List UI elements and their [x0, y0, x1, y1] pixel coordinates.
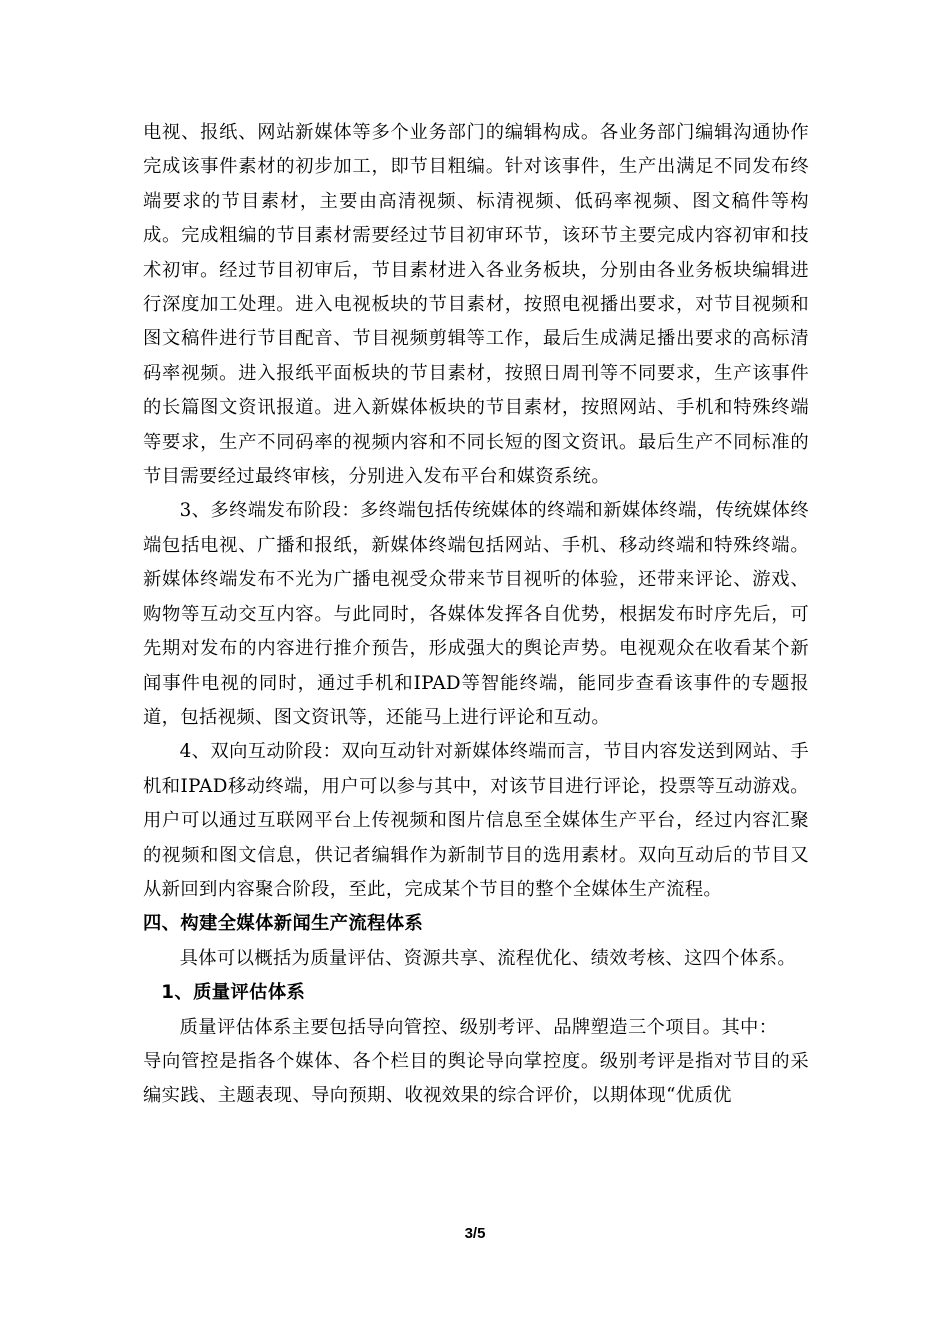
section-intro: 具体可以概括为质量评估、资源共享、流程优化、绩效考核、这四个体系。 [179, 947, 797, 969]
page-number: 3/5 [464, 1225, 486, 1242]
subsection-line-2: 导向管控是指各个媒体、各个栏目的舆论导向掌控度。级别考评是指对节目的采编实践、主题表现、导向预期、收视效果的综合评价，以期体现“优质优 [143, 1050, 809, 1107]
subsection-line-1: 质量评估体系主要包括导向管控、级别考评、品牌塑造三个项目。其中： [179, 1016, 778, 1038]
body-text [143, 116, 809, 1114]
paragraph-continued: 电视、报纸、网站新媒体等多个业务部门的编辑构成。各业务部门编辑沟通协作完成该事件素材的初步加工，即节目粗编。针对该事件，生产出满足不同发布终端要求的节目素材，主要由高清视频、标清视频、低码率视频、图文稿件等构成。完成粗编的节目素材需要经过节目初审环节，该环节主要完成内容初审和技术初审。经过节目初审后，节目素材进入各业务板块，分别由各业务板块编辑进行深度加工处理。进入电视板块的节目素材，按照电视播出要求，对节目视频和图文稿件进行节目配音、节目视频剪辑等工作，最后生成满足播出要求的高标清码率视频。进入报纸平面板块的节目素材，按照日周刊等不同要求，生产该事件的长篇图文资讯报道。进入新媒体板块的节目素材，按照网站、手机和特殊终端等要求，生产不同码率的视频内容和不同长短的图文资讯。最后生产不同标准的节目需要经过最终审核，分别进入发布平台和媒资系统。 [143, 122, 809, 488]
section-heading: 四、构建全媒体新闻生产流程体系 [143, 913, 424, 935]
subsection-heading: 1、质量评估体系 [161, 982, 306, 1004]
paragraph-multi-terminal-release: 3、多终端发布阶段：多终端包括传统媒体的终端和新媒体终端，传统媒体终端包括电视、广播和报纸，新媒体终端包括网站、手机、移动终端和特殊终端。新媒体终端发布不光为广播电视受众带来节目视听的体验，还带来评论、游戏、购物等互动交互内容。与此同时，各媒体发挥各自优势，根据发布时序先后，可先期对发布的内容进行推介预告，形成强大的舆论声势。电视观众在收看某个新闻事件电视的同时，通过手机和IPAD等智能终端，能同步查看该事件的专题报道，包括视频、图文资讯等，还能马上进行评论和互动。 [143, 500, 809, 728]
paragraph-two-way-interaction: 4、双向互动阶段：双向互动针对新媒体终端而言，节目内容发送到网站、手机和IPAD移动终端，用户可以参与其中，对该节目进行评论，投票等互动游戏。用户可以通过互联网平台上传视频和图片信息至全媒体生产平台，经过内容汇聚的视频和图文信息，供记者编辑作为新制节目的选用素材。双向互动后的节目又从新回到内容聚合阶段，至此，完成某个节目的整个全媒体生产流程。 [143, 741, 809, 900]
